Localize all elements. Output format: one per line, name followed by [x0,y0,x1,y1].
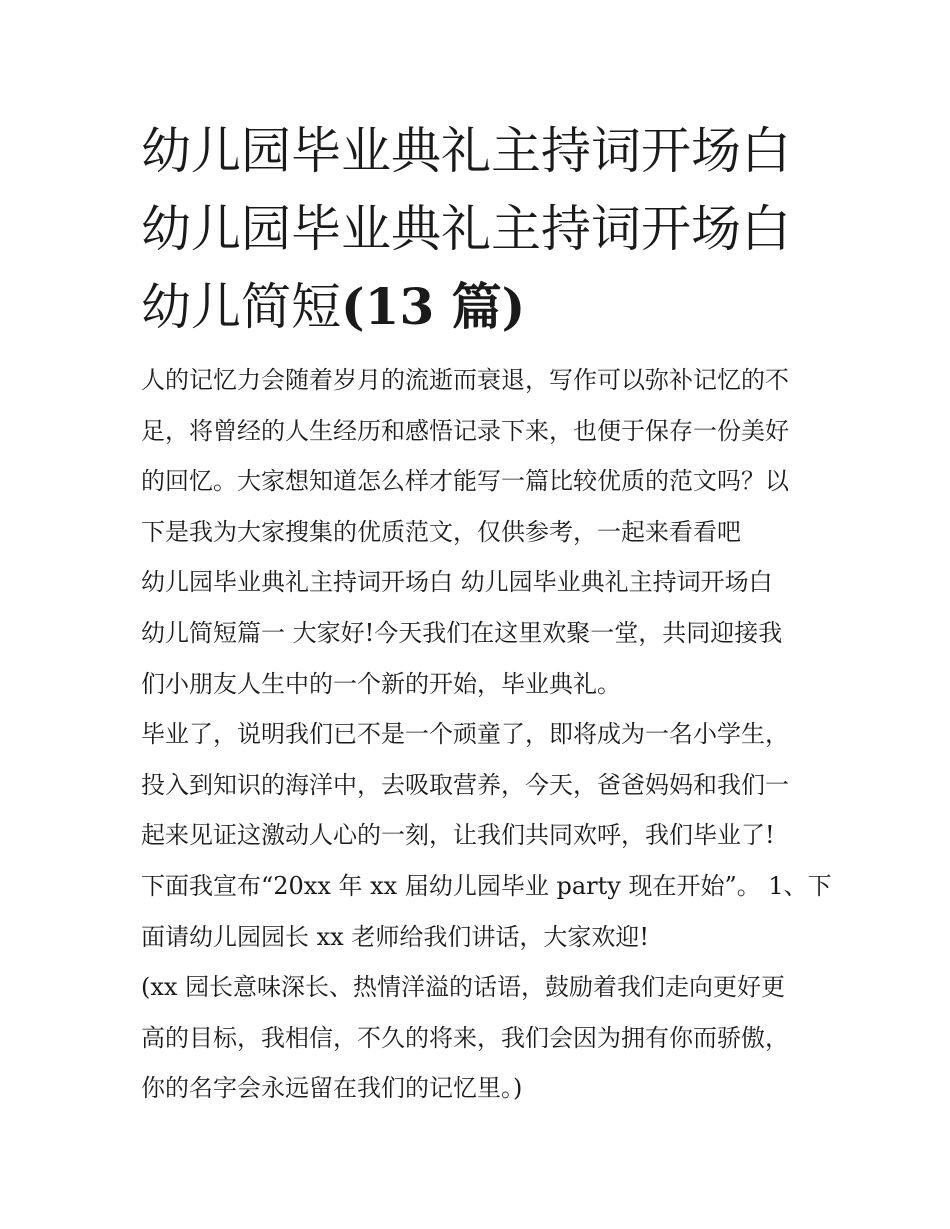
body-line: 毕业了，说明我们已不是一个顽童了，即将成为一名小学生， [141,720,789,749]
title-count: (13 篇) [341,277,526,336]
body-line: 人的记忆力会随着岁月的流逝而衰退，写作可以弥补记忆的不 [141,366,789,394]
body-line: 们小朋友人生中的一个新的开始，毕业典礼。 [141,669,621,698]
body-line: 高的目标，我相信，不久的将来，我们会因为拥有你而骄傲， [141,1023,789,1052]
document-body [141,355,832,1114]
body-line: 你的名字会永远留在我们的记忆里。) [141,1074,523,1103]
body-line: 足，将曾经的人生经历和感悟记录下来，也便于保存一份美好 [141,416,789,445]
title-line [141,268,821,346]
body-line: 起来见证这激动人心的一刻，让我们共同欢呼，我们毕业了! [141,821,775,850]
body-line: 幼儿园毕业典礼主持词开场白 幼儿园毕业典礼主持词开场白 [141,568,773,597]
title-line: 幼儿园毕业典礼主持词开场白 [141,200,791,258]
body-line: 幼儿简短篇一 大家好!今天我们在这里欢聚一堂，共同迎接我 [141,618,783,647]
body-line: 投入到知识的海洋中，去吸取营养，今天，爸爸妈妈和我们一 [141,770,789,799]
body-line: 下面我宣布“20xx 年 xx 届幼儿园毕业 party 现在开始”。 1、下 [141,871,832,900]
title-line: 幼儿园毕业典礼主持词开场白 [141,122,791,180]
body-line: 的回忆。大家想知道怎么样才能写一篇比较优质的范文吗？以 [141,467,789,496]
body-line: 面请幼儿园园长 xx 老师给我们讲话，大家欢迎! [141,922,649,951]
document-title [141,112,821,346]
title-line-text: 幼儿简短 [141,278,341,336]
body-line: (xx 园长意味深长、热情洋溢的话语，鼓励着我们走向更好更 [141,973,786,1002]
body-line: 下是我为大家搜集的优质范文，仅供参考，一起来看看吧 [141,517,741,546]
